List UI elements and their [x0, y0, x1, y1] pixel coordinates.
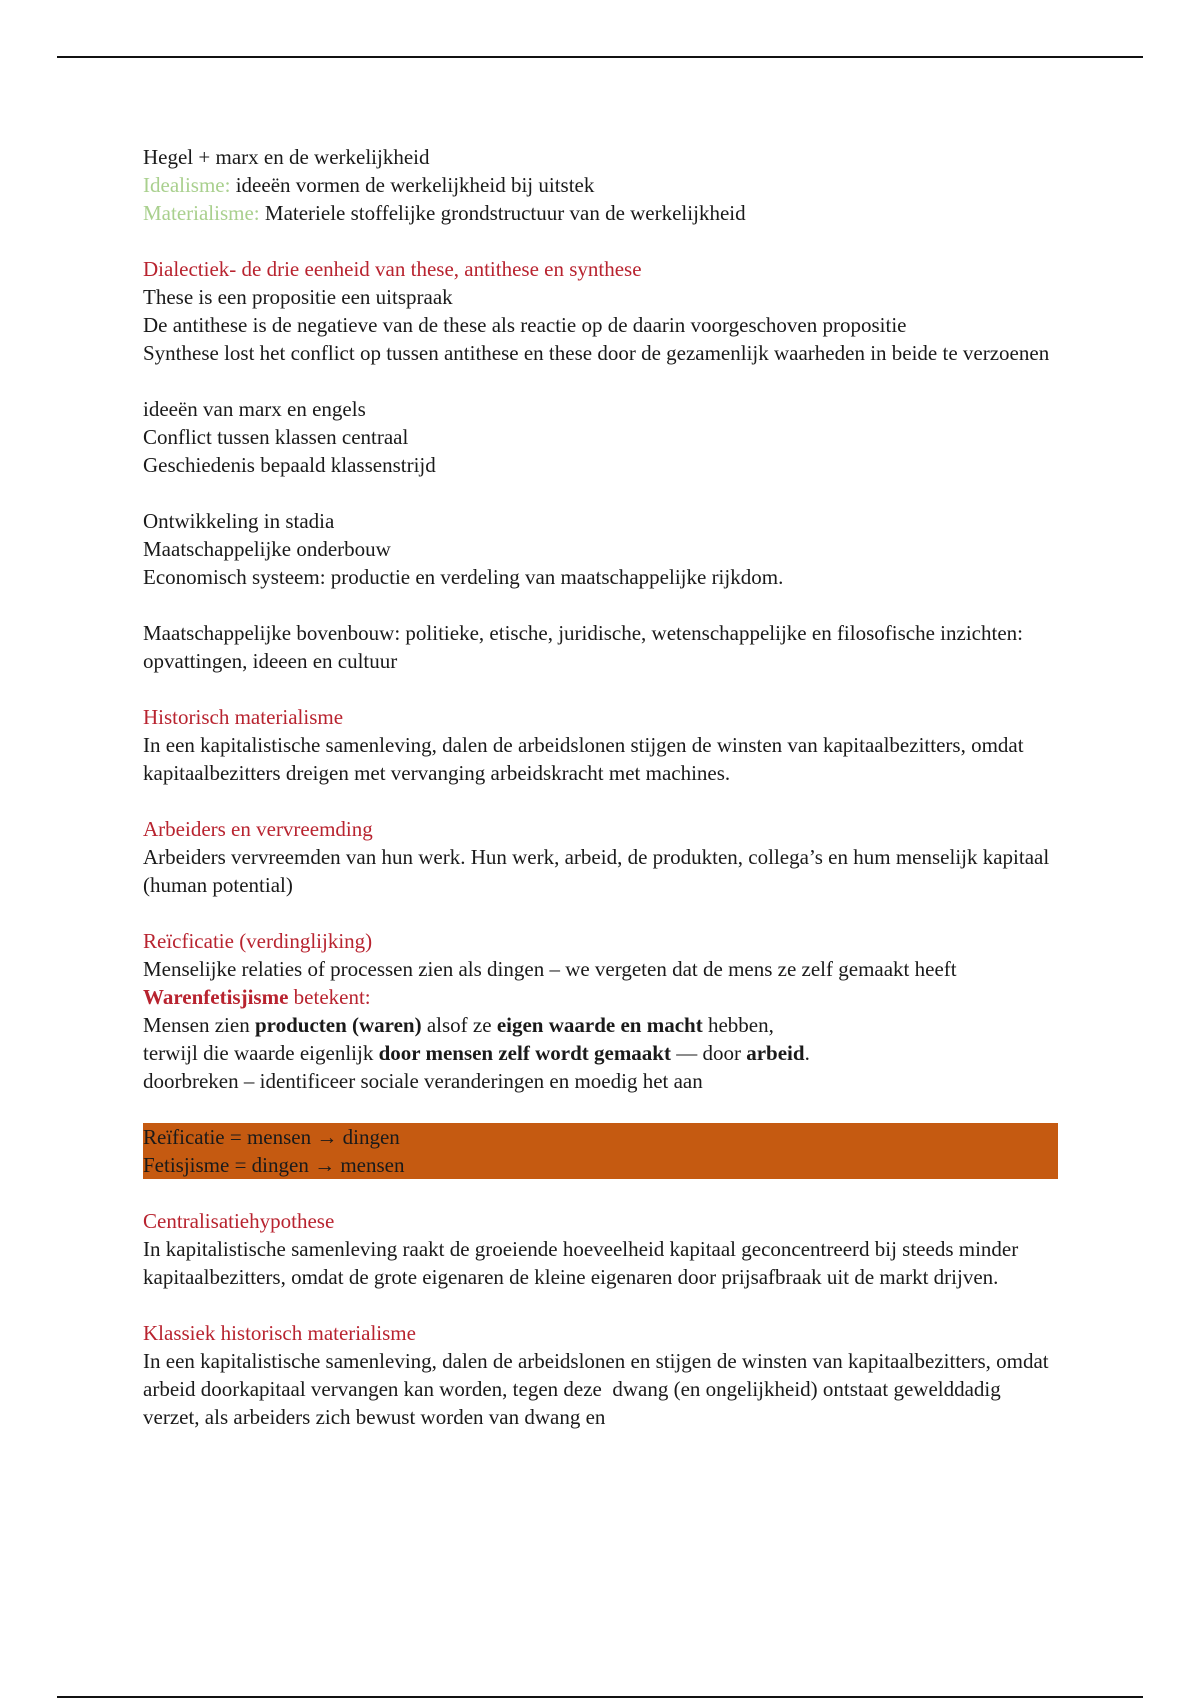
materialisme-line: [143, 199, 1058, 227]
idealisme-line: [143, 171, 1058, 199]
fetisjisme-line-2: [143, 1039, 1058, 1067]
warenfetisjisme-rest: betekent:: [288, 985, 371, 1009]
dialectiek-heading: Dialectiek- de drie eenheid van these, antithese en synthese: [143, 257, 642, 281]
klassiek-heading: Klassiek historisch materialisme: [143, 1321, 416, 1345]
fetisjisme-line-1: [143, 1011, 1058, 1039]
materialisme-text: Materiele stoffelijke grondstructuur van de werkelijkheid: [259, 201, 746, 225]
materialisme-label: Materialisme:: [143, 201, 260, 225]
footer-rule: [57, 1696, 1143, 1698]
historisch-paragraph: In een kapitalistische samenleving, dalen de arbeidslonen stijgen de winsten van kapitaalbezitters, omdat kapitaalbezitters dreigen met vervanging arbeidskracht met machines.: [143, 733, 1029, 785]
text-run: terwijl die waarde eigenlijk: [143, 1041, 379, 1065]
reificatie-paragraph: Menselijke relaties of processen zien als dingen – we vergeten dat de mens ze zelf gemaakt heeft: [143, 957, 957, 981]
historisch-heading: Historisch materialisme: [143, 705, 344, 729]
ontwikkeling-line: Economisch systeem: productie en verdeling van maatschappelijke rijkdom.: [143, 565, 784, 589]
bold-run: eigen waarde en macht: [496, 1013, 703, 1037]
bold-run: door mensen zelf wordt gemaakt: [378, 1041, 671, 1065]
centralisatie-heading: Centralisatiehypothese: [143, 1209, 335, 1233]
doorbreken-line: doorbreken – identificeer sociale veranderingen en moedig het aan: [143, 1069, 703, 1093]
arbeiders-heading: Arbeiders en vervreemding: [143, 817, 373, 841]
document-body: [143, 143, 1058, 1431]
text-run: alsof ze: [421, 1013, 497, 1037]
highlight-line-fetisjisme: Fetisjisme = dingen → mensen: [143, 1153, 405, 1177]
marx-engels-line: Geschiedenis bepaald klassenstrijd: [143, 453, 436, 477]
text-run: — door: [670, 1041, 747, 1065]
dialectiek-line: These is een propositie een uitspraak: [143, 285, 453, 309]
marx-engels-line: ideeën van marx en engels: [143, 397, 366, 421]
highlight-line-reificatie: Reïficatie = mensen → dingen: [143, 1125, 400, 1149]
text-run: hebben,: [702, 1013, 774, 1037]
klassiek-paragraph: In een kapitalistische samenleving, dalen de arbeidslonen en stijgen de winsten van kapitaalbezitters, omdat arbeid doorkapitaal vervangen kan worden, tegen deze dwang (en ongelijkheid) ontstaat gewelddadig verzet, als arbeiders zich bewust worden van dwang en: [143, 1349, 1054, 1429]
arbeiders-paragraph: Arbeiders vervreemden van hun werk. Hun werk, arbeid, de produkten, collega’s en hum menselijk kapitaal (human potential): [143, 845, 1055, 897]
text-run: .: [804, 1041, 810, 1065]
ontwikkeling-line: Ontwikkeling in stadia: [143, 509, 335, 533]
marx-engels-line: Conflict tussen klassen centraal: [143, 425, 409, 449]
dialectiek-line: De antithese is de negatieve van de these als reactie op de daarin voorgeschoven propositie: [143, 313, 907, 337]
idealisme-label: Idealisme:: [143, 173, 231, 197]
header-rule: [57, 56, 1143, 58]
bold-run: producten (waren): [254, 1013, 422, 1037]
bold-run: arbeid: [746, 1041, 805, 1065]
idealisme-text: ideeën vormen de werkelijkheid bij uitstek: [230, 173, 595, 197]
reificatie-heading: Reïcficatie (verdinglijking): [143, 929, 373, 953]
warenfetisjisme-line: [143, 983, 1058, 1011]
warenfetisjisme-term: Warenfetisjisme: [143, 985, 289, 1009]
highlight-box: [143, 1123, 1058, 1179]
dialectiek-line: Synthese lost het conflict op tussen antithese en these door de gezamenlijk waarheden in beide te verzoenen: [143, 341, 1050, 365]
text-run: Mensen zien: [143, 1013, 255, 1037]
bovenbouw-paragraph: Maatschappelijke bovenbouw: politieke, etische, juridische, wetenschappelijke en filosofische inzichten: opvattingen, ideeen en cultuur: [143, 621, 1029, 673]
centralisatie-paragraph: In kapitalistische samenleving raakt de groeiende hoeveelheid kapitaal geconcentreerd bij steeds minder kapitaalbezitters, omdat de grote eigenaren de kleine eigenaren door prijsafbraak uit de markt drijven.: [143, 1237, 1024, 1289]
intro-line: Hegel + marx en de werkelijkheid: [143, 145, 430, 169]
ontwikkeling-line: Maatschappelijke onderbouw: [143, 537, 391, 561]
